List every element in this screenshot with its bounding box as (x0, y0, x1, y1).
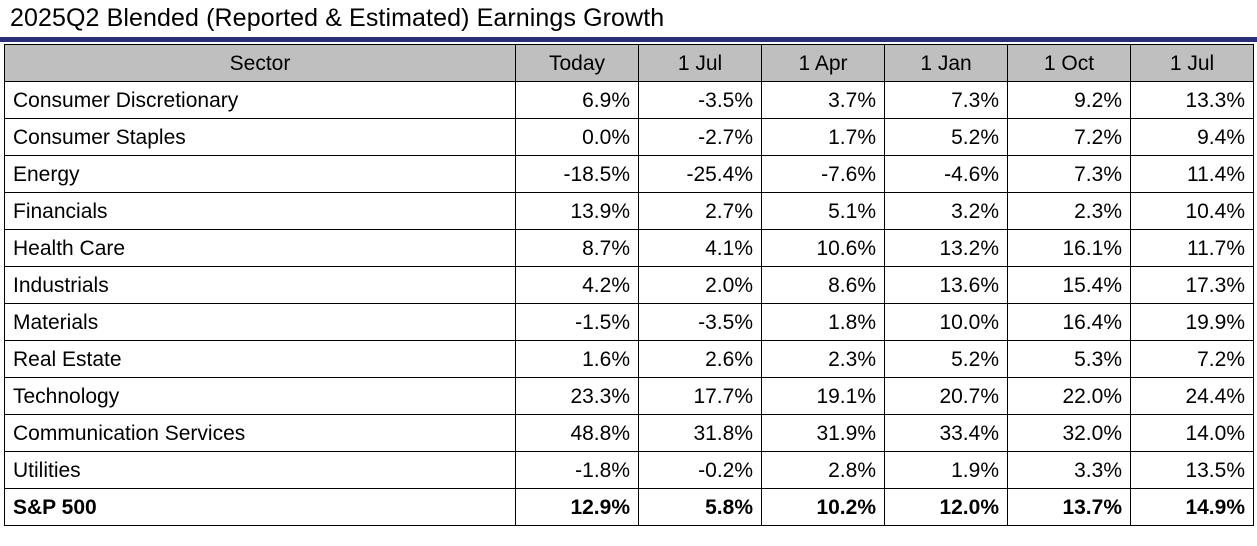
row-label: Health Care (5, 230, 516, 267)
table-row (5, 452, 1254, 489)
cell-1-jul-recent: -2.7% (639, 119, 762, 156)
row-label: Communication Services (5, 415, 516, 452)
cell-1-apr: -7.6% (762, 156, 885, 193)
cell-today: -1.5% (516, 304, 639, 341)
cell-1-jan: 3.2% (885, 193, 1008, 230)
cell-1-oct: 16.1% (1008, 230, 1131, 267)
cell-1-jul-recent: -25.4% (639, 156, 762, 193)
column-header-1-jan: 1 Jan (885, 45, 1008, 82)
cell-1-jul-prior: 13.5% (1131, 452, 1254, 489)
cell-1-jul-prior: 13.3% (1131, 82, 1254, 119)
cell-today: 4.2% (516, 267, 639, 304)
table-row (5, 230, 1254, 267)
column-header-1-apr: 1 Apr (762, 45, 885, 82)
table-row (5, 156, 1254, 193)
cell-1-apr: 8.6% (762, 267, 885, 304)
cell-1-oct: 32.0% (1008, 415, 1131, 452)
cell-1-apr: 5.1% (762, 193, 885, 230)
cell-1-apr: 2.3% (762, 341, 885, 378)
column-header-1-jul-prior: 1 Jul (1131, 45, 1254, 82)
cell-1-jan: 13.2% (885, 230, 1008, 267)
cell-today: 48.8% (516, 415, 639, 452)
cell-1-jan: 13.6% (885, 267, 1008, 304)
cell-1-apr-total: 10.2% (762, 489, 885, 526)
cell-1-apr: 2.8% (762, 452, 885, 489)
table-row (5, 304, 1254, 341)
cell-today: 23.3% (516, 378, 639, 415)
row-label: Utilities (5, 452, 516, 489)
column-header-sector: Sector (5, 45, 516, 82)
cell-1-jul-prior: 9.4% (1131, 119, 1254, 156)
cell-1-jul-prior: 11.7% (1131, 230, 1254, 267)
cell-1-jul-recent: 2.7% (639, 193, 762, 230)
cell-1-oct: 22.0% (1008, 378, 1131, 415)
cell-1-apr: 19.1% (762, 378, 885, 415)
cell-1-jul-prior: 19.9% (1131, 304, 1254, 341)
cell-today: 0.0% (516, 119, 639, 156)
cell-1-jul-recent: 2.0% (639, 267, 762, 304)
cell-1-jul-prior: 24.4% (1131, 378, 1254, 415)
cell-today: -18.5% (516, 156, 639, 193)
cell-1-jan-total: 12.0% (885, 489, 1008, 526)
cell-1-jul-prior: 10.4% (1131, 193, 1254, 230)
row-label: Materials (5, 304, 516, 341)
cell-1-jan: 10.0% (885, 304, 1008, 341)
table-header-row (5, 45, 1254, 82)
cell-today: -1.8% (516, 452, 639, 489)
cell-1-jul-recent: -0.2% (639, 452, 762, 489)
cell-1-apr: 10.6% (762, 230, 885, 267)
cell-1-jul-prior: 7.2% (1131, 341, 1254, 378)
cell-1-jul-recent: 4.1% (639, 230, 762, 267)
column-header-1-jul-recent: 1 Jul (639, 45, 762, 82)
table-row (5, 267, 1254, 304)
cell-1-jan: 5.2% (885, 341, 1008, 378)
cell-today: 1.6% (516, 341, 639, 378)
row-label: Real Estate (5, 341, 516, 378)
table-row (5, 341, 1254, 378)
table-row (5, 378, 1254, 415)
table-row (5, 415, 1254, 452)
cell-1-oct: 9.2% (1008, 82, 1131, 119)
table-row (5, 119, 1254, 156)
cell-1-jul-prior: 17.3% (1131, 267, 1254, 304)
cell-1-jul-recent: 2.6% (639, 341, 762, 378)
cell-1-jul-prior: 11.4% (1131, 156, 1254, 193)
cell-1-oct: 16.4% (1008, 304, 1131, 341)
table-row (5, 193, 1254, 230)
column-header-1-oct: 1 Oct (1008, 45, 1131, 82)
cell-1-oct-total: 13.7% (1008, 489, 1131, 526)
cell-1-oct: 15.4% (1008, 267, 1131, 304)
earnings-growth-table (4, 44, 1254, 526)
cell-today: 8.7% (516, 230, 639, 267)
cell-1-jul-recent-total: 5.8% (639, 489, 762, 526)
row-label: Consumer Discretionary (5, 82, 516, 119)
row-label-total: S&P 500 (5, 489, 516, 526)
table-header (5, 45, 1254, 82)
cell-1-jan: 5.2% (885, 119, 1008, 156)
cell-1-jul-recent: 31.8% (639, 415, 762, 452)
cell-1-jul-recent: -3.5% (639, 304, 762, 341)
cell-1-jul-prior-total: 14.9% (1131, 489, 1254, 526)
cell-1-oct: 2.3% (1008, 193, 1131, 230)
cell-1-apr: 1.7% (762, 119, 885, 156)
cell-1-jan: 1.9% (885, 452, 1008, 489)
cell-today: 6.9% (516, 82, 639, 119)
row-label: Energy (5, 156, 516, 193)
page-title: 2025Q2 Blended (Reported & Estimated) Earnings Growth (10, 4, 665, 32)
cell-1-oct: 7.2% (1008, 119, 1131, 156)
row-label: Industrials (5, 267, 516, 304)
cell-1-oct: 3.3% (1008, 452, 1131, 489)
cell-1-jul-prior: 14.0% (1131, 415, 1254, 452)
cell-1-apr: 31.9% (762, 415, 885, 452)
table-row (5, 82, 1254, 119)
column-header-today: Today (516, 45, 639, 82)
table-body (5, 82, 1254, 526)
cell-today-total: 12.9% (516, 489, 639, 526)
cell-1-oct: 5.3% (1008, 341, 1131, 378)
cell-1-oct: 7.3% (1008, 156, 1131, 193)
cell-1-jan: 20.7% (885, 378, 1008, 415)
row-label: Technology (5, 378, 516, 415)
title-divider (0, 37, 1257, 42)
table-row-total (5, 489, 1254, 526)
cell-1-apr: 3.7% (762, 82, 885, 119)
cell-1-apr: 1.8% (762, 304, 885, 341)
cell-today: 13.9% (516, 193, 639, 230)
row-label: Financials (5, 193, 516, 230)
cell-1-jan: 7.3% (885, 82, 1008, 119)
cell-1-jul-recent: 17.7% (639, 378, 762, 415)
cell-1-jan: 33.4% (885, 415, 1008, 452)
cell-1-jul-recent: -3.5% (639, 82, 762, 119)
row-label: Consumer Staples (5, 119, 516, 156)
cell-1-jan: -4.6% (885, 156, 1008, 193)
